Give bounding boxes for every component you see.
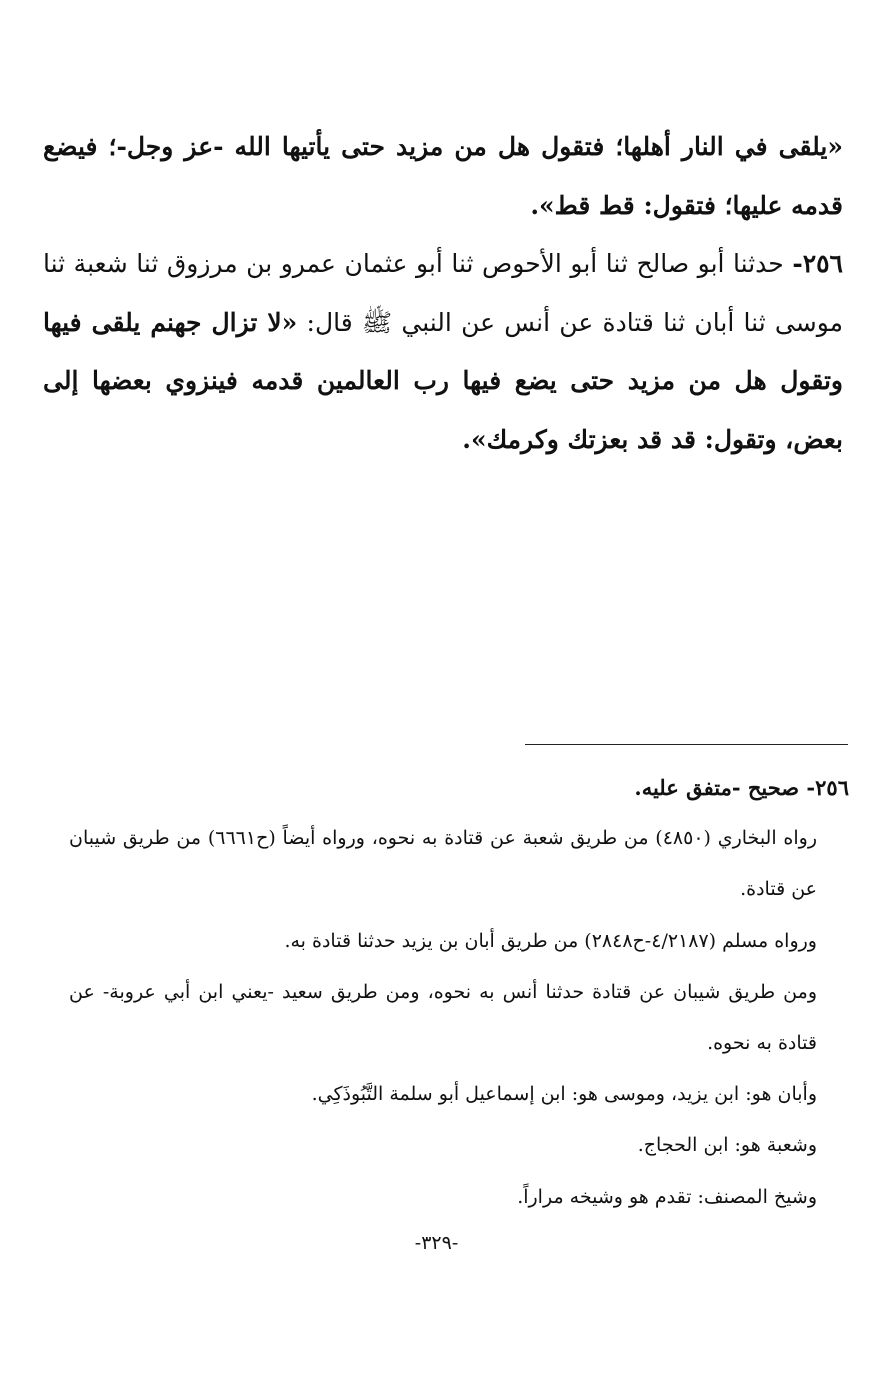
footnote-line: وأبان هو: ابن يزيد، وموسى هو: ابن إسماعيل أبو سلمة التَّبُوذَكِي. [311, 1083, 817, 1106]
footnote-body [69, 813, 849, 1223]
footnotes [69, 762, 849, 1223]
hadith-matn: «لا تزال جهنم يلقى فيها وتقول هل من مزيد حتى يضع فيها رب العالمين قدمه فينزوي بعضها إلى بعض، وتقول: قد قد بعزتك وكرمك». [43, 307, 843, 454]
footnote-line: ومن طريق شيبان عن قتادة حدثنا أنس به نحوه، ومن طريق سعيد -يعني ابن أبي عروبة- عن قتادة به نحوه. [69, 980, 817, 1055]
hadith-isnad: حدثنا أبو صالح ثنا أبو الأحوص ثنا أبو عثمان عمرو بن مرزوق ثنا شعبة ثنا موسى ثنا أبان ثنا قتادة عن أنس عن النبي ﷺ قال: [43, 249, 843, 337]
page-number: -٣٢٩- [414, 1232, 459, 1254]
footnote-heading: ٢٥٦- صحيح -متفق عليه. [634, 775, 849, 800]
footnote-line: رواه البخاري (٤٨٥٠) من طريق شعبة عن قتادة به نحوه، ورواه أيضاً (ح٦٦٦١) من طريق شيبان عن قتادة. [69, 827, 817, 901]
footnote-line: وشعبة هو: ابن الحجاج. [637, 1134, 817, 1157]
footnote-divider [525, 744, 848, 745]
previous-hadith-ending: «يلقى في النار أهلها؛ فتقول هل من مزيد حتى يأتيها الله -عز وجل-؛ فيضع قدمه عليها؛ فتقول: قط قط». [43, 132, 843, 220]
hadith-256 [43, 235, 843, 469]
footnote-line: ورواه مسلم (٤/٢١٨٧-ح٢٨٤٨) من طريق أبان بن يزيد حدثنا قتادة به. [284, 929, 817, 952]
main-text [43, 118, 843, 469]
hadith-number: ٢٥٦- [792, 249, 843, 278]
footnote-line: وشيخ المصنف: تقدم هو وشيخه مراراً. [517, 1185, 817, 1208]
